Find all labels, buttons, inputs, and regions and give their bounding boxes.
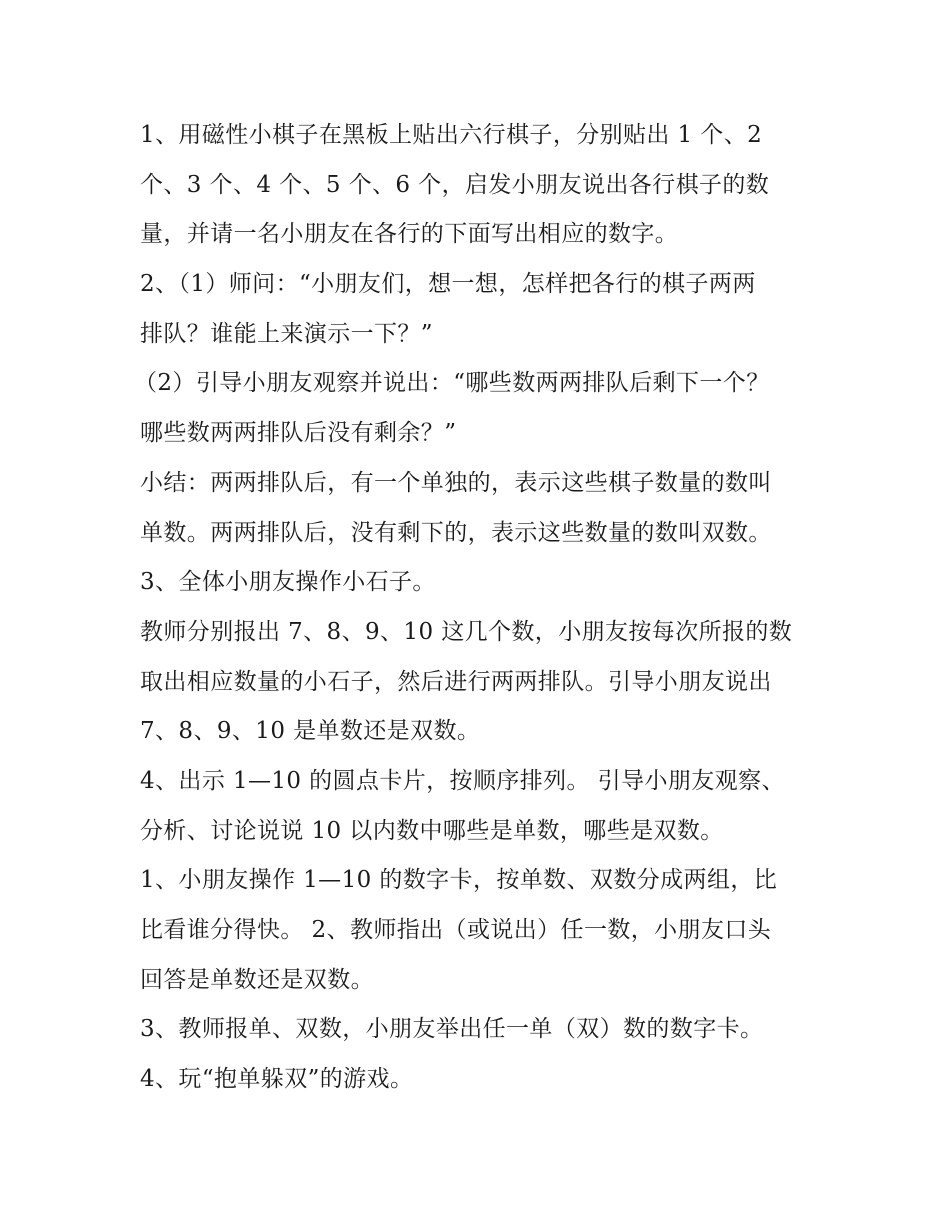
text-line: 7、8、9、10 是单数还是双数。 xyxy=(140,718,481,745)
text-line: 量，并请一名小朋友在各行的下面写出相应的数字。 xyxy=(140,221,679,248)
text-line: 哪些数两两排队后没有剩余？” xyxy=(140,420,457,447)
text-line: 4、出示 1—10 的圆点卡片，按顺序排列。 引导小朋友观察、 xyxy=(140,767,785,794)
text-line: 单数。两两排队后，没有剩下的，表示这些数量的数叫双数。 xyxy=(140,519,772,546)
text-line: 回答是单数还是双数。 xyxy=(140,966,374,993)
text-line: 比看谁分得快。 2、教师指出（或说出）任一数，小朋友口头 xyxy=(140,917,772,943)
text-line: 排队？谁能上来演示一下？” xyxy=(140,320,433,347)
document-body xyxy=(134,111,815,1105)
text-line: 4、玩“抱单躲双”的游戏。 xyxy=(140,1066,414,1093)
text-line: （2）引导小朋友观察并说出：“哪些数两两排队后剩下一个？ xyxy=(134,370,770,397)
text-line: 分析、讨论说说 10 以内数中哪些是单数，哪些是双数。 xyxy=(140,817,724,844)
text-line: 1、小朋友操作 1—10 的数字卡，按单数、双数分成两组，比 xyxy=(140,867,778,894)
text-line: 3、全体小朋友操作小石子。 xyxy=(140,569,436,596)
text-line: 3、教师报单、双数，小朋友举出任一单（双）数的数字卡。 xyxy=(140,1016,764,1043)
text-line: 个、3 个、4 个、5 个、6 个，启发小朋友说出各行棋子的数 xyxy=(140,171,770,198)
text-line: 1、用磁性小棋子在黑板上贴出六行棋子，分别贴出 1 个、2 xyxy=(140,122,763,148)
text-line: 小结：两两排队后，有一个单独的，表示这些棋子数量的数叫 xyxy=(140,469,772,496)
text-line: 2、（1）师问：“小朋友们，想一想，怎样把各行的棋子两两 xyxy=(140,271,756,298)
text-line: 取出相应数量的小石子，然后进行两两排队。引导小朋友说出 xyxy=(140,668,772,695)
text-line: 教师分别报出 7、8、9、10 这几个数，小朋友按每次所报的数 xyxy=(140,618,793,645)
